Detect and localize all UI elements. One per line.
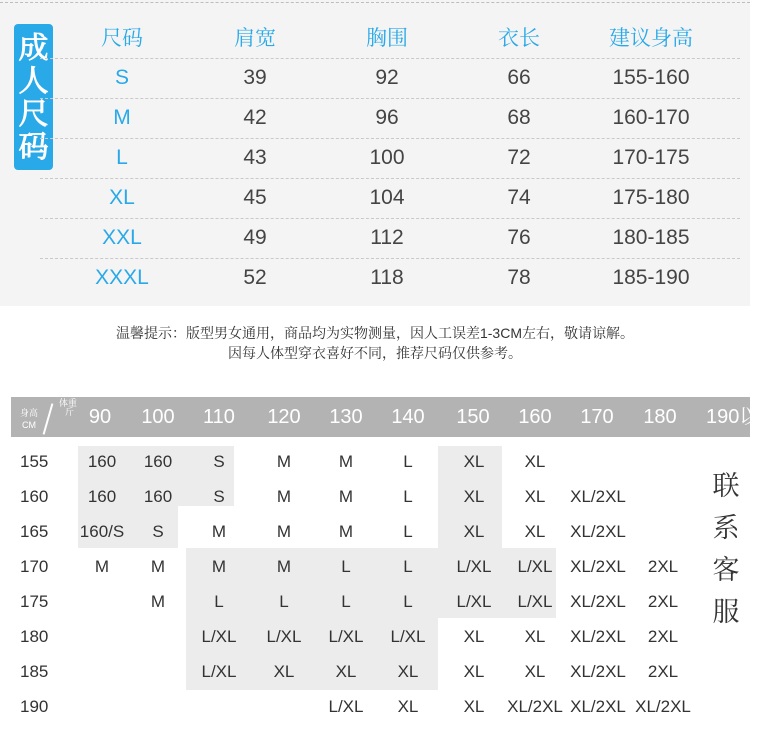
column-header: 肩宽 [234, 27, 276, 50]
height-label: 身高 [20, 408, 39, 418]
tip-line-1: 温馨提示：版型男女通用，商品均为实物测量，因人工误差1-3CM左右，敬请谅解。 [115, 325, 634, 341]
size-row-4 [0, 223, 750, 253]
measurement-cell: 72 [507, 146, 531, 169]
measurement-cell: 78 [507, 266, 531, 289]
recommended-size-cell: 2XL [647, 592, 679, 611]
recommended-size-cell: M [211, 522, 227, 541]
recommended-size-cell: XL [524, 452, 546, 471]
height-label-cell: 155 [20, 452, 49, 471]
recommended-size-cell: M [276, 522, 292, 541]
recommended-size-cell: L/XL [517, 557, 553, 576]
recommended-size-cell: L [403, 522, 413, 541]
recommended-size-cell: M [338, 452, 354, 471]
row-divider [40, 258, 740, 259]
recommended-size-cell: L/XL [201, 627, 237, 646]
contact-char: 系 [712, 513, 740, 543]
row-divider [40, 218, 740, 219]
weight-column-header: 190以上 [706, 406, 779, 428]
height-label-cell: 165 [20, 522, 49, 541]
top-dashed-border [0, 2, 750, 3]
recommended-size-cell: XL/2XL [507, 697, 563, 716]
recommended-size-cell: XL [273, 662, 295, 681]
height-label-cell: 160 [20, 487, 49, 506]
measurement-cell: 68 [507, 106, 531, 129]
recommended-size-cell: XL/2XL [570, 557, 626, 576]
measurement-cell: 42 [243, 106, 267, 129]
recommended-size-cell: M [338, 522, 354, 541]
height-unit: CM [22, 420, 36, 430]
contact-char: 客 [712, 555, 740, 585]
weight-column-header: 130 [329, 406, 363, 428]
adult-size-table [0, 0, 750, 306]
height-label-cell: 180 [20, 627, 49, 646]
recommended-size-cell: L [279, 592, 289, 611]
measurement-cell: 96 [375, 106, 399, 129]
contact-service [706, 465, 746, 633]
recommended-size-cell: XL/2XL [635, 697, 691, 716]
measurement-cell: 52 [243, 266, 267, 289]
measurement-cell: 160-170 [612, 106, 690, 129]
height-label-cell: 185 [20, 662, 49, 681]
recommended-size-cell: XL/2XL [570, 662, 626, 681]
height-label-cell: 190 [20, 697, 49, 716]
recommended-size-cell: L/XL [517, 592, 553, 611]
recommended-size-cell: S [213, 452, 225, 471]
recommended-size-cell: L [403, 592, 413, 611]
badge-char: 码 [18, 131, 49, 164]
badge-char: 成 [18, 32, 49, 65]
corner-divider [43, 403, 54, 434]
recommended-size-cell: S [213, 487, 225, 506]
measurement-cell: 45 [243, 186, 267, 209]
badge-char: 尺 [18, 98, 49, 131]
column-header: 胸围 [366, 27, 408, 50]
recommended-size-cell: M [94, 557, 110, 576]
size-row-5 [0, 263, 750, 293]
measurement-cell: 180-185 [612, 226, 690, 249]
recommended-size-cell: XL/2XL [570, 522, 626, 541]
badge-char: 人 [18, 65, 49, 98]
measurement-cell: 104 [369, 186, 405, 209]
height-label-cell: 170 [20, 557, 49, 576]
recommended-size-cell: XL [335, 662, 357, 681]
measurement-cell: 43 [243, 146, 267, 169]
recommended-size-cell: L/XL [201, 662, 237, 681]
column-header: 衣长 [498, 27, 540, 50]
size-cell: S [114, 66, 129, 89]
weight-column-header: 140 [391, 406, 425, 428]
header-row [0, 24, 750, 54]
recommended-size-cell: XL [463, 522, 485, 541]
measurement-cell: 39 [243, 66, 267, 89]
recommended-size-cell: L [403, 452, 413, 471]
weight-label: 体重 [59, 398, 78, 408]
measurement-cell: 49 [243, 226, 267, 249]
size-cell: XL [109, 186, 135, 209]
weight-column-header: 180 [643, 406, 677, 428]
recommended-size-cell: XL/2XL [570, 627, 626, 646]
measurement-cell: 100 [369, 146, 405, 169]
size-row-0 [0, 63, 750, 93]
height-label-cell: 175 [20, 592, 49, 611]
measurement-cell: 185-190 [612, 266, 690, 289]
recommended-size-cell: XL [463, 697, 485, 716]
recommended-size-cell: XL/2XL [570, 487, 626, 506]
measurement-cell: 170-175 [612, 146, 690, 169]
recommended-size-cell: XL [397, 697, 419, 716]
row-divider [40, 58, 740, 59]
recommended-size-cell: L/XL [456, 592, 492, 611]
recommended-size-cell: XL/2XL [570, 592, 626, 611]
size-row-1 [0, 103, 750, 133]
column-header: 建议身高 [609, 27, 693, 50]
weight-column-header: 110 [203, 406, 235, 428]
recommended-size-cell: XL [463, 452, 485, 471]
recommended-size-cell: 160 [87, 487, 117, 506]
recommended-size-cell: L [403, 557, 413, 576]
contact-char: 服 [712, 597, 740, 627]
recommended-size-cell: M [276, 487, 292, 506]
measurement-cell: 66 [507, 66, 531, 89]
recommended-size-cell: 160/S [79, 522, 125, 541]
size-cell: XXL [102, 226, 142, 249]
recommended-size-cell: L/XL [328, 697, 364, 716]
recommended-size-cell: XL [463, 662, 485, 681]
recommended-size-cell: L [214, 592, 224, 611]
contact-char: 联 [712, 471, 740, 501]
recommended-size-cell: XL [397, 662, 419, 681]
recommended-size-cell: M [338, 487, 354, 506]
measurement-cell: 74 [507, 186, 531, 209]
recommended-size-cell: XL [524, 627, 546, 646]
weight-column-header: 100 [141, 406, 175, 428]
column-header: 尺码 [101, 27, 143, 50]
size-cell: XXXL [95, 266, 149, 289]
measurement-cell: 112 [370, 226, 404, 249]
recommended-size-cell: M [150, 592, 166, 611]
recommended-size-cell: 160 [143, 452, 173, 471]
recommended-size-cell: 160 [143, 487, 173, 506]
recommended-size-cell: XL [463, 627, 485, 646]
recommended-size-cell: M [211, 557, 227, 576]
recommended-size-cell: L/XL [266, 627, 302, 646]
size-cell: M [113, 106, 131, 129]
size-row-3 [0, 183, 750, 213]
recommended-size-cell: L [403, 487, 413, 506]
size-row-2 [0, 143, 750, 173]
recommended-size-cell: XL [524, 487, 546, 506]
recommended-size-cell: L [341, 557, 351, 576]
recommended-size-cell: 2XL [647, 557, 679, 576]
measurement-cell: 118 [370, 266, 404, 289]
recommended-size-cell: M [150, 557, 166, 576]
recommended-size-cell: L [341, 592, 351, 611]
weight-column-header: 90 [88, 406, 112, 428]
row-divider [40, 178, 740, 179]
weight-column-header: 150 [456, 406, 490, 428]
recommended-size-cell: S [152, 522, 164, 541]
recommended-size-cell: M [276, 452, 292, 471]
size-cell: L [116, 146, 128, 169]
weight-column-header: 120 [267, 406, 301, 428]
recommended-size-cell: M [276, 557, 292, 576]
weight-unit: 斤 [65, 407, 75, 417]
measurement-cell: 155-160 [612, 66, 690, 89]
measurement-cell: 175-180 [612, 186, 690, 209]
weight-header-bar [11, 397, 779, 437]
recommended-size-cell: XL/2XL [570, 697, 626, 716]
tip-line-2: 因每人体型穿衣喜好不同，推荐尺码仅供参考。 [228, 345, 522, 361]
measurement-cell: 76 [507, 226, 531, 249]
recommended-size-cell: L/XL [390, 627, 426, 646]
measurement-cell: 92 [375, 66, 399, 89]
row-divider [40, 138, 740, 139]
recommended-size-cell: L/XL [328, 627, 364, 646]
recommended-size-cell: XL [524, 522, 546, 541]
recommended-size-cell: 160 [87, 452, 117, 471]
recommended-size-cell: 2XL [647, 662, 679, 681]
recommended-size-cell: L/XL [456, 557, 492, 576]
weight-column-header: 170 [580, 406, 614, 428]
recommended-size-cell: XL [463, 487, 485, 506]
weight-column-header: 160 [518, 406, 552, 428]
recommended-size-cell: XL [524, 662, 546, 681]
recommended-size-cell: 2XL [647, 627, 679, 646]
row-divider [40, 98, 740, 99]
